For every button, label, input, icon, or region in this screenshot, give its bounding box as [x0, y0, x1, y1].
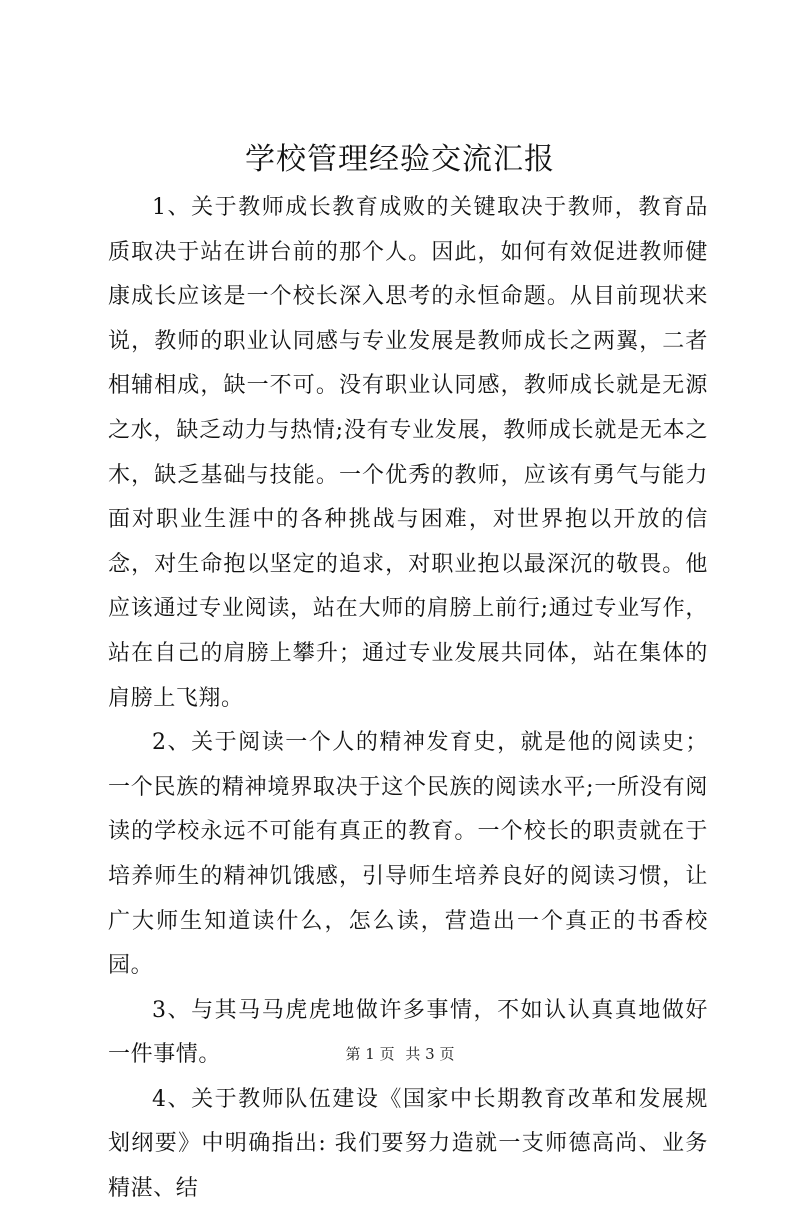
page-total: 共 3 页 [405, 1045, 455, 1063]
document-title: 学校管理经验交流汇报 [245, 142, 555, 177]
paragraph-2: 2、关于阅读一个人的精神发育史，就是他的阅读史；一个民族的精神境界取决于这个民族的阅读水平;一所没有阅读的学校永远不可能有真正的教育。一个校长的职责就在于培养师生的精神饥饿感，引导师生培养良好的阅读习惯，让广大师生知道读什么，怎么读，营造出一个真正的书香校园。 [108, 730, 708, 979]
page-footer [0, 1044, 800, 1064]
paragraph-3: 3、与其马马虎虎地做许多事情，不如认认真真地做好一件事情。 [108, 997, 708, 1068]
paragraph-4: 4、关于教师队伍建设《国家中长期教育改革和发展规划纲要》中明确指出: 我们要努力造就一支师德高尚、业务精湛、结 [108, 1086, 708, 1202]
page-number: 第 1 页 [345, 1045, 395, 1063]
paragraph-1: 1、关于教师成长教育成败的关键取决于教师，教育品质取决于站在讲台前的那个人。因此，如何有效促进教师健康成长应该是一个校长深入思考的永恒命题。从目前现状来说，教师的职业认同感与专业发展是教师成长之两翼，二者相辅相成，缺一不可。没有职业认同感，教师成长就是无源之水，缺乏动力与热情;没有专业发展，教师成长就是无本之木，缺乏基础与技能。一个优秀的教师，应该有勇气与能力面对职业生涯中的各种挑战与困难，对世界抱以开放的信念，对生命抱以坚定的追求，对职业抱以最深沉的敬畏。他应该通过专业阅读，站在大师的肩膀上前行;通过专业写作，站在自己的肩膀上攀升；通过专业发展共同体，站在集体的肩膀上飞翔。 [108, 195, 708, 711]
